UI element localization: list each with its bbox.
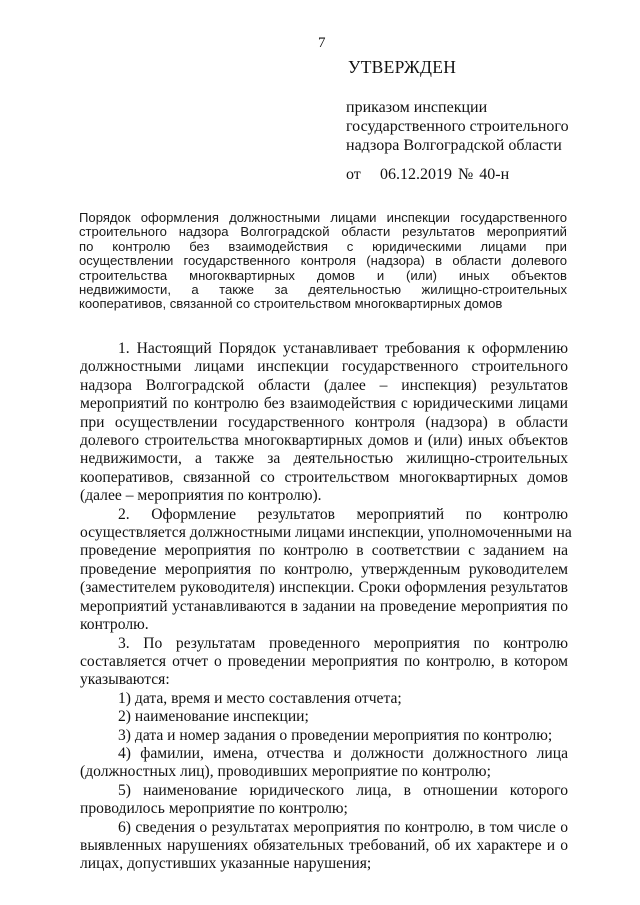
body-line: проводилось мероприятие по контролю; <box>80 800 348 818</box>
title-line: строительного надзора Волгоградской области результатов мероприятий <box>79 224 567 240</box>
number-sign: № <box>458 166 474 183</box>
body-line: 1. Настоящий Порядок устанавливает требования к оформлению <box>118 340 568 357</box>
order-date: 06.12.2019 <box>380 166 452 183</box>
title-line: осуществлении государственного контроля (надзора) в области долевого <box>79 253 567 269</box>
body-line: 3) дата и номер задания о проведении мероприятия по контролю; <box>118 726 553 744</box>
body-line: (заместителем руководителя) инспекции. Сроки оформления результатов <box>80 579 568 597</box>
document-body <box>80 340 572 874</box>
body-line: указываются: <box>80 671 170 689</box>
body-line: лицах, допустивших указанные нарушения; <box>80 855 372 873</box>
body-line: 4) фамилии, имена, отчества и должности должностного лица <box>118 744 568 762</box>
body-line: 2. Оформление результатов мероприятий по контролю <box>118 505 568 523</box>
date-prefix: от <box>346 166 361 183</box>
approval-order-block <box>346 98 616 155</box>
body-line: недвижимости, а также за деятельностью жилищно-строительных <box>80 450 568 468</box>
order-date-line <box>346 166 509 184</box>
approval-heading: УТВЕРЖДЕН <box>348 57 457 77</box>
body-line: проведение мероприятия по контролю, утвержденным руководителем <box>80 560 568 578</box>
title-line: строительства многоквартирных домов и (или) иных объектов <box>79 267 567 283</box>
body-line: (должностных лиц), проводивших мероприятие по контролю; <box>80 763 491 781</box>
body-line: осуществляется должностными лицами инспекции, уполномоченными на <box>80 524 572 542</box>
title-line: недвижимости, а также за деятельностью жилищно-строительных <box>79 282 567 298</box>
title-line: кооперативов, связанной со строительством многоквартирных домов <box>79 296 503 312</box>
body-line: проведение мероприятия по контролю в соответствии с заданием на <box>80 542 568 560</box>
body-line: мероприятий устанавливаются в задании на проведение мероприятия по <box>80 597 568 615</box>
body-line: должностными лицами инспекции государственного строительного <box>80 358 568 376</box>
page-number: 7 <box>318 35 326 51</box>
body-line: 3. По результатам проведенного мероприятия по контролю <box>118 634 568 652</box>
body-line: надзора Волгоградской области (далее – инспекция) результатов <box>80 376 568 394</box>
body-line: мероприятий по контролю без взаимодействия с юридическими лицами <box>80 395 568 413</box>
title-line: Порядок оформления должностными лицами инспекции государственного <box>79 210 567 225</box>
body-line: 2) наименование инспекции; <box>118 708 309 726</box>
body-line: контролю. <box>80 616 149 634</box>
body-line: долевого строительства многоквартирных домов и (или) иных объектов <box>80 432 568 450</box>
order-number: 40-н <box>479 166 510 183</box>
body-line: 1) дата, время и место составления отчета; <box>118 689 402 707</box>
body-line: при осуществлении государственного контроля (надзора) в области <box>80 413 568 431</box>
approval-order-line: надзора Волгоградской области <box>346 137 562 154</box>
document-title <box>79 211 567 312</box>
body-line: 5) наименование юридического лица, в отношении которого <box>118 781 568 799</box>
body-line: 6) сведения о результатах мероприятия по контролю, в том числе о <box>118 818 568 836</box>
approval-order-line: государственного строительного <box>346 118 569 135</box>
body-line: (далее – мероприятия по контролю). <box>80 487 322 505</box>
approval-order-line: приказом инспекции <box>346 99 488 116</box>
body-line: составляется отчет о проведении мероприятия по контролю, в котором <box>80 652 568 670</box>
title-line: по контролю без взаимодействия с юридическими лицами при <box>79 238 567 254</box>
body-line: выявленных нарушениях обязательных требований, об их характере и о <box>80 836 568 854</box>
body-line: кооперативов, связанной со строительством многоквартирных домов <box>80 468 568 486</box>
